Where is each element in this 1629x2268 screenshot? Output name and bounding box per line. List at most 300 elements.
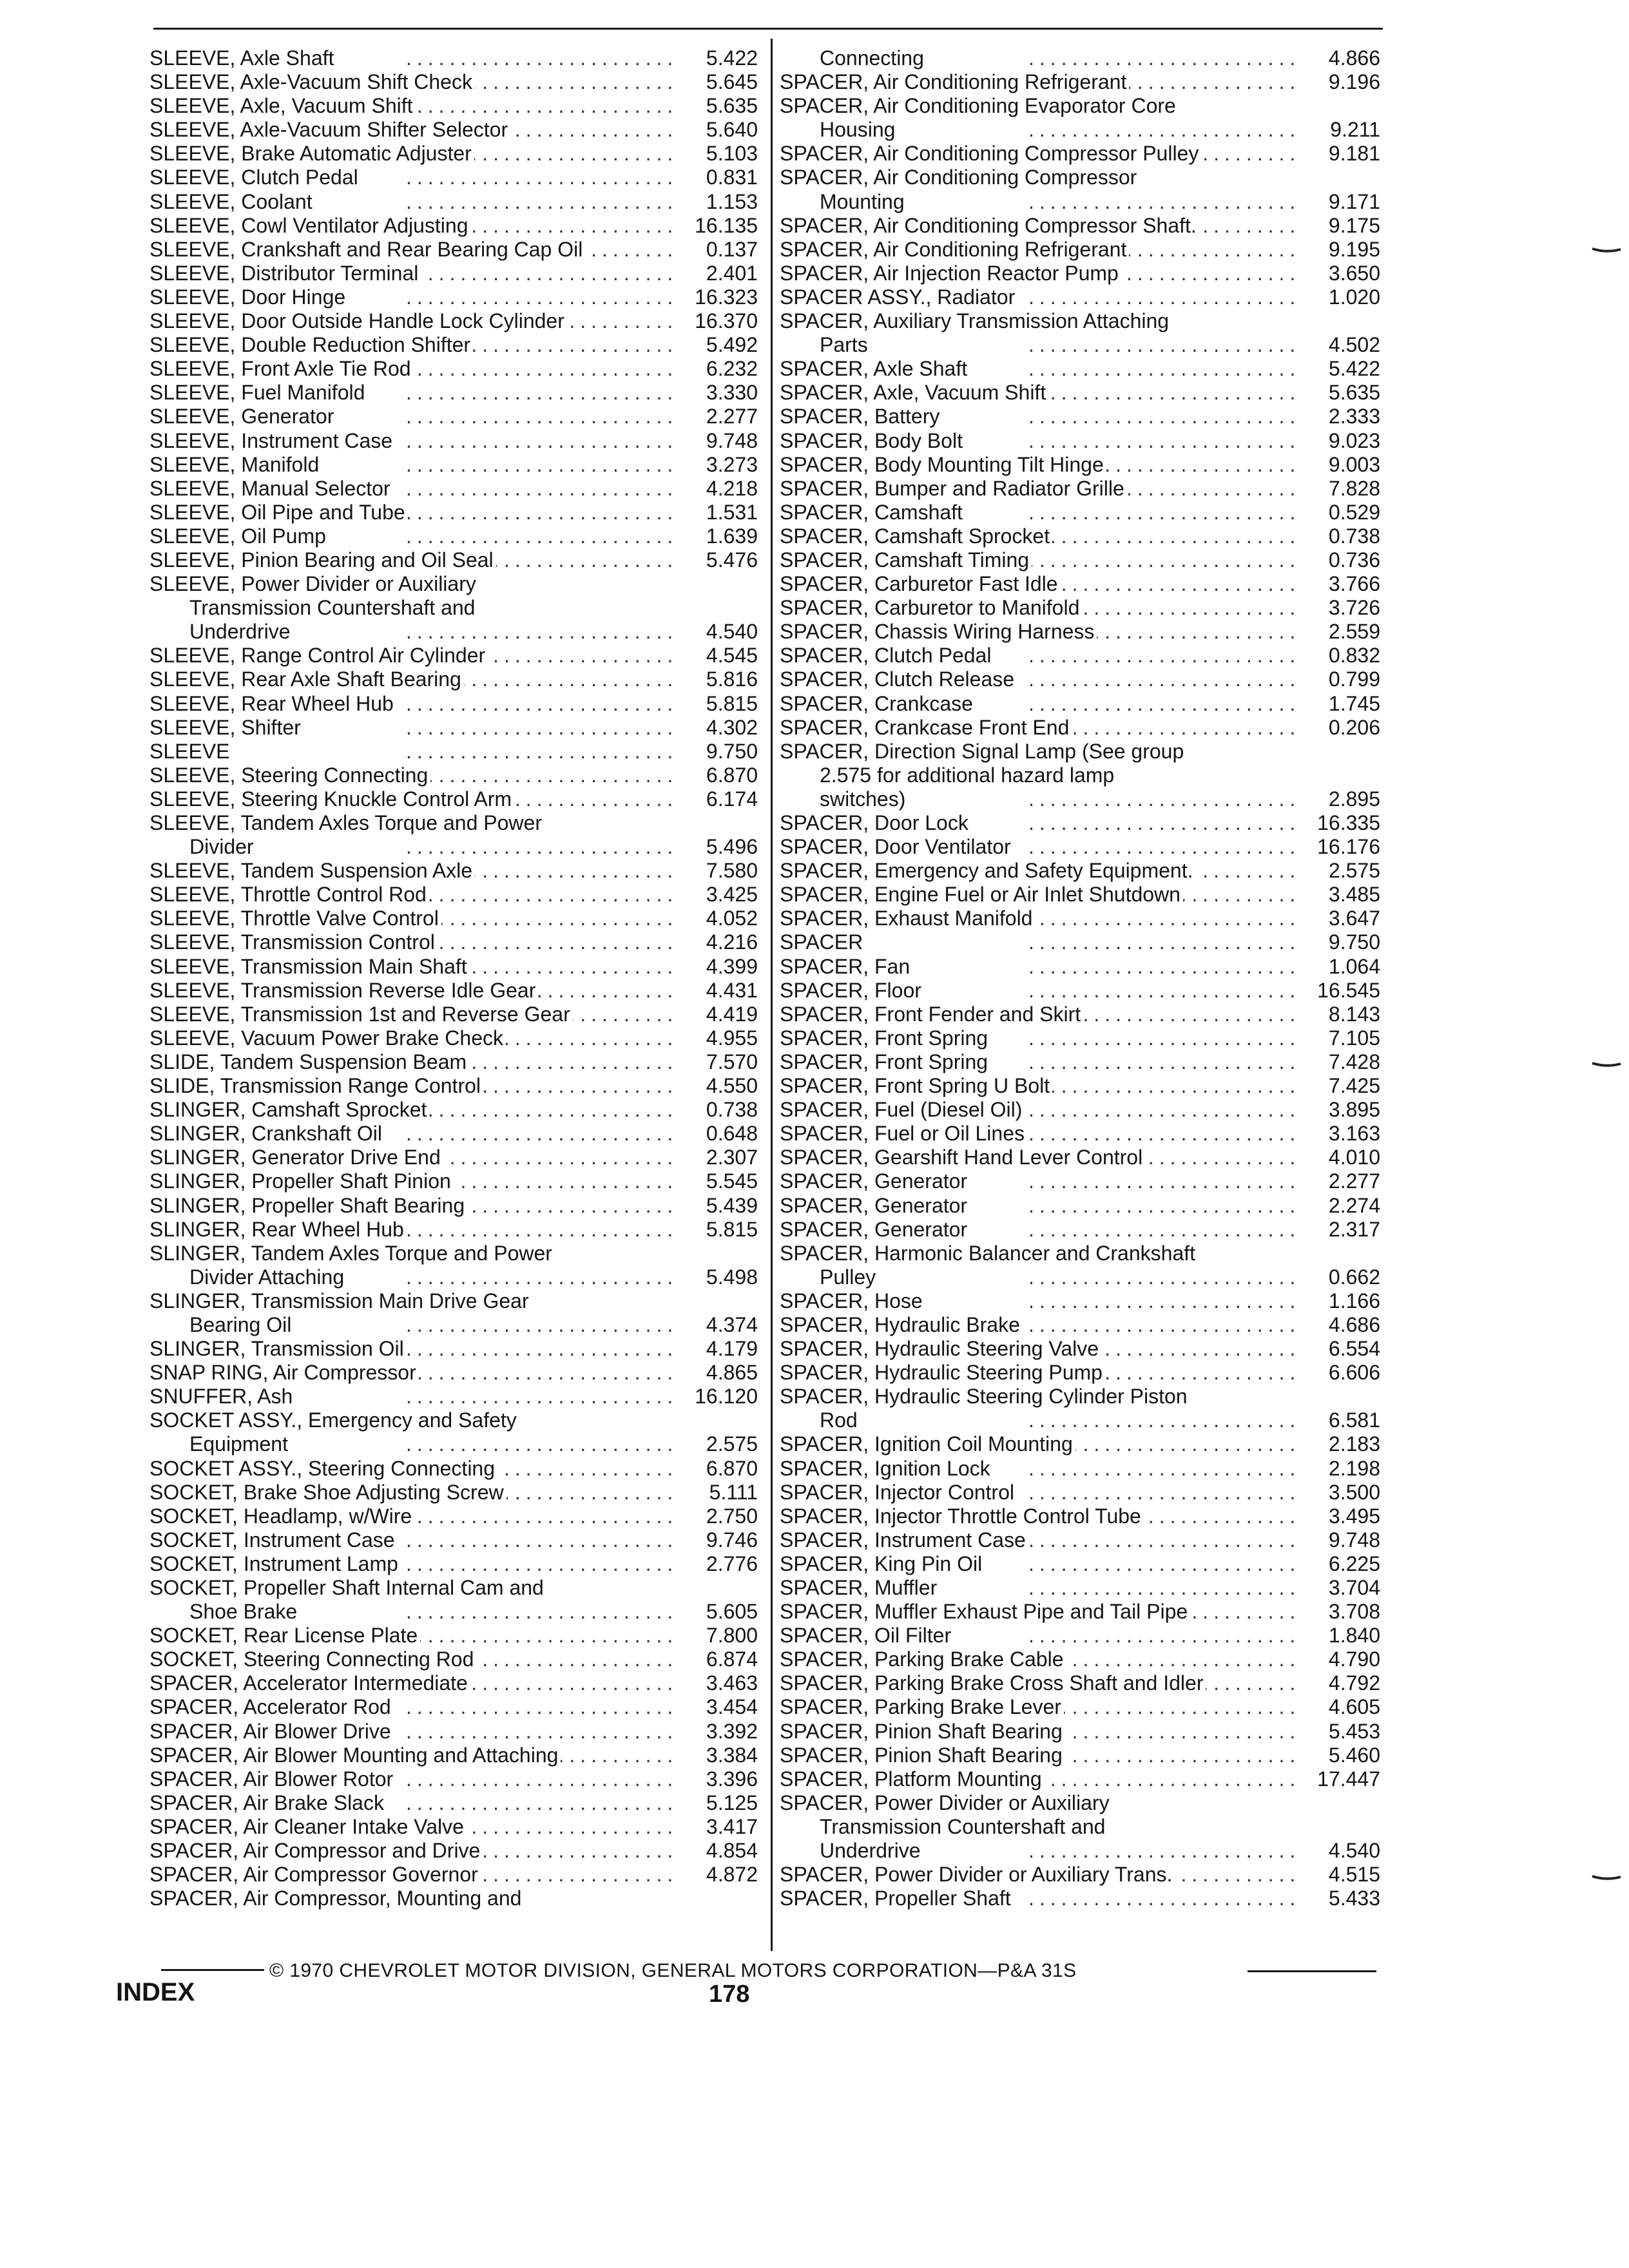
index-entry xyxy=(780,46,1380,70)
entry-page-ref: 5.433 xyxy=(1304,1887,1380,1910)
dot-leader xyxy=(1028,1576,1299,1600)
entry-text: SLEEVE, Shifter xyxy=(149,716,304,740)
entry-line xyxy=(780,1337,1380,1361)
entry-line xyxy=(780,524,1380,548)
entry-page-ref: 2.401 xyxy=(682,262,758,285)
entry-line xyxy=(780,620,1380,644)
entry-line xyxy=(780,1050,1380,1074)
entry-line xyxy=(780,477,1380,501)
entry-text: SLEEVE, Axle-Vacuum Shift Check xyxy=(149,70,475,94)
entry-line xyxy=(149,1863,758,1887)
dot-leader xyxy=(406,1600,677,1624)
dot-leader xyxy=(1028,333,1299,357)
entry-page-ref: 2.575 xyxy=(1304,859,1380,883)
entry-line xyxy=(149,1026,758,1050)
entry-page-ref: 1.745 xyxy=(1304,692,1380,716)
entry-line xyxy=(780,1576,1380,1600)
entry-page-ref: 1.153 xyxy=(682,190,758,214)
index-entry xyxy=(780,94,1380,142)
dot-leader xyxy=(1028,644,1299,668)
entry-page-ref: 3.417 xyxy=(682,1815,758,1839)
dot-leader xyxy=(1028,668,1299,691)
dot-leader xyxy=(1028,1528,1299,1552)
entry-page-ref: 3.650 xyxy=(1304,262,1380,285)
entry-line xyxy=(780,1624,1380,1648)
entry-text: SLEEVE, Tandem Suspension Axle xyxy=(149,859,475,883)
entry-page-ref: 9.195 xyxy=(1304,238,1380,262)
index-entry xyxy=(149,1767,758,1791)
dot-leader xyxy=(1028,835,1299,859)
index-entry xyxy=(780,644,1380,668)
entry-line xyxy=(149,1552,758,1576)
index-entry xyxy=(780,1242,1380,1289)
index-label[interactable]: INDEX xyxy=(116,1978,195,2006)
entry-line xyxy=(780,1385,1380,1408)
index-entry xyxy=(149,1289,758,1337)
entry-text: SOCKET, Brake Shoe Adjusting Screw xyxy=(149,1481,506,1504)
entry-page-ref: 4.540 xyxy=(682,620,758,644)
index-entry xyxy=(149,70,758,94)
index-entry xyxy=(149,1361,758,1385)
index-entry xyxy=(780,70,1380,94)
entry-text: SLINGER, Transmission Oil xyxy=(149,1337,407,1361)
entry-text: SPACER, Chassis Wiring Harness xyxy=(780,620,1097,644)
index-entry xyxy=(780,166,1380,213)
index-entry xyxy=(149,1481,758,1504)
dot-leader xyxy=(1028,1648,1299,1671)
entry-line xyxy=(780,166,1380,189)
entry-page-ref: 4.010 xyxy=(1304,1146,1380,1169)
entry-text: SLINGER, Crankshaft Oil xyxy=(149,1122,385,1146)
index-entry xyxy=(149,309,758,333)
dot-leader xyxy=(1028,357,1299,381)
index-entry xyxy=(780,1026,1380,1050)
dot-leader xyxy=(406,883,677,907)
index-entry xyxy=(780,1074,1380,1098)
entry-page-ref: 2.317 xyxy=(1304,1218,1380,1242)
entry-text: SLEEVE, Door Hinge xyxy=(149,285,348,309)
dot-leader xyxy=(1028,381,1299,405)
entry-page-ref: 5.635 xyxy=(682,94,758,118)
index-entry xyxy=(149,46,758,70)
dot-leader xyxy=(1028,1169,1299,1193)
entry-line xyxy=(780,930,1380,954)
dot-leader xyxy=(1028,572,1299,596)
index-entry xyxy=(149,262,758,285)
entry-text: SPACER, Air Conditioning Refrigerant xyxy=(780,238,1129,262)
index-entry xyxy=(149,692,758,716)
dot-leader xyxy=(406,405,677,428)
entry-page-ref: 5.111 xyxy=(682,1481,758,1504)
entry-page-ref: 7.425 xyxy=(1304,1074,1380,1098)
entry-text: SPACER, Emergency and Safety Equipment. xyxy=(780,859,1196,883)
entry-text: SLEEVE, Transmission Control xyxy=(149,930,438,954)
entry-page-ref: 4.545 xyxy=(682,644,758,668)
entry-line xyxy=(780,1026,1380,1050)
entry-text: SLEEVE, Brake Automatic Adjuster xyxy=(149,142,474,166)
entry-text: SPACER, Front Spring xyxy=(780,1050,990,1074)
entry-page-ref: 3.425 xyxy=(682,883,758,907)
entry-page-ref: 5.492 xyxy=(682,333,758,357)
index-entry xyxy=(780,1528,1380,1552)
entry-line xyxy=(149,1576,758,1600)
entry-text: SPACER ASSY., Radiator xyxy=(780,285,1017,309)
index-entry xyxy=(149,1122,758,1146)
dot-leader xyxy=(406,620,677,644)
entry-page-ref: 4.792 xyxy=(1304,1671,1380,1695)
index-entry xyxy=(780,859,1380,883)
dot-leader xyxy=(406,1265,677,1289)
entry-page-ref: 16.120 xyxy=(682,1385,758,1408)
entry-text: SPACER, Front Spring U Bolt xyxy=(780,1074,1052,1098)
index-entry xyxy=(780,1576,1380,1600)
dot-leader xyxy=(1028,1408,1299,1432)
entry-line xyxy=(149,309,758,333)
index-entry xyxy=(780,1098,1380,1122)
entry-page-ref: 2.575 xyxy=(682,1432,758,1456)
entry-line xyxy=(780,142,1380,166)
index-entry xyxy=(780,740,1380,811)
entry-line xyxy=(780,1146,1380,1169)
entry-page-ref: 9.750 xyxy=(1304,930,1380,954)
entry-line xyxy=(780,740,1380,764)
index-entry xyxy=(780,979,1380,1003)
index-entry xyxy=(780,142,1380,166)
entry-page-ref: 1.639 xyxy=(682,524,758,548)
entry-page-ref: 6.554 xyxy=(1304,1337,1380,1361)
dot-leader xyxy=(406,1528,677,1552)
entry-continuation-line xyxy=(149,1313,758,1337)
dot-leader xyxy=(1028,1289,1299,1313)
entry-line xyxy=(149,1504,758,1528)
entry-line xyxy=(780,572,1380,596)
index-entry xyxy=(780,357,1380,381)
entry-text: SPACER, Oil Filter xyxy=(780,1624,954,1648)
entry-page-ref: 16.135 xyxy=(682,214,758,238)
entry-line xyxy=(149,692,758,716)
dot-leader xyxy=(1028,1887,1299,1910)
entry-text: SPACER, Body Mounting Tilt Hinge xyxy=(780,453,1106,477)
entry-text: SPACER, Fuel (Diesel Oil) xyxy=(780,1098,1025,1122)
dot-leader xyxy=(1028,429,1299,453)
entry-page-ref: 5.103 xyxy=(682,142,758,166)
entry-line xyxy=(780,835,1380,859)
index-entry xyxy=(780,1504,1380,1528)
entry-text: SPACER, Engine Fuel or Air Inlet Shutdown xyxy=(780,883,1183,907)
index-entry xyxy=(780,1361,1380,1385)
entry-page-ref: 7.105 xyxy=(1304,1026,1380,1050)
index-entry xyxy=(780,524,1380,548)
entry-text: SPACER, Harmonic Balancer and Crankshaft xyxy=(780,1241,1196,1265)
index-entry xyxy=(149,955,758,979)
entry-page-ref: 3.463 xyxy=(682,1671,758,1695)
entry-line xyxy=(149,1074,758,1098)
entry-text: SLEEVE, Axle-Vacuum Shifter Selector xyxy=(149,118,510,142)
entry-page-ref: 3.895 xyxy=(1304,1098,1380,1122)
dot-leader xyxy=(1028,930,1299,954)
entry-page-ref: 5.422 xyxy=(1304,357,1380,381)
index-entry xyxy=(149,668,758,691)
entry-page-ref: 4.605 xyxy=(1304,1695,1380,1719)
entry-page-ref: 6.581 xyxy=(1304,1408,1380,1432)
dot-leader xyxy=(406,1337,677,1361)
entry-line xyxy=(780,1289,1380,1313)
entry-page-ref: 3.396 xyxy=(682,1767,758,1791)
entry-text: SPACER, Front Spring xyxy=(780,1026,990,1050)
entry-text: SLEEVE, Transmission Main Shaft xyxy=(149,955,470,979)
dot-leader xyxy=(406,716,677,740)
entry-text: SLEEVE, Rear Wheel Hub xyxy=(149,692,396,716)
entry-page-ref: 4.179 xyxy=(682,1337,758,1361)
entry-text: SOCKET, Steering Connecting Rod xyxy=(149,1648,476,1671)
entry-continuation-line xyxy=(149,1600,758,1624)
entry-page-ref: 4.218 xyxy=(682,477,758,501)
entry-text: SPACER, Body Bolt xyxy=(780,429,965,453)
entry-text: Bearing Oil xyxy=(149,1313,294,1337)
index-entry xyxy=(149,930,758,954)
entry-page-ref: 4.865 xyxy=(682,1361,758,1385)
entry-page-ref: 7.580 xyxy=(682,859,758,883)
entry-line xyxy=(780,46,1380,70)
entry-continuation-line xyxy=(780,1839,1380,1863)
entry-text: SLEEVE, Oil Pipe and Tube xyxy=(149,501,408,524)
entry-page-ref: 16.335 xyxy=(1304,811,1380,835)
entry-page-ref: 2.333 xyxy=(1304,405,1380,428)
entry-text: SLEEVE, Range Control Air Cylinder xyxy=(149,644,488,668)
dot-leader xyxy=(1028,1122,1299,1146)
entry-page-ref: 4.216 xyxy=(682,930,758,954)
entry-line xyxy=(780,405,1380,428)
entry-text: SLEEVE xyxy=(149,740,233,764)
entry-line xyxy=(780,692,1380,716)
entry-line xyxy=(149,1481,758,1504)
entry-line xyxy=(149,429,758,453)
dot-leader xyxy=(1028,405,1299,428)
entry-text: SLEEVE, Axle Shaft xyxy=(149,46,336,70)
index-entry xyxy=(780,1385,1380,1432)
entry-line xyxy=(780,1361,1380,1385)
index-entry xyxy=(149,1552,758,1576)
dot-leader xyxy=(406,285,677,309)
entry-text: SPACER, Air Brake Slack xyxy=(149,1791,387,1815)
index-entry xyxy=(780,955,1380,979)
entry-continuation-line xyxy=(780,1408,1380,1432)
entry-text: SPACER, Air Injection Reactor Pump xyxy=(780,262,1121,285)
index-entry xyxy=(780,285,1380,309)
entry-page-ref: 6.870 xyxy=(682,764,758,787)
entry-text: SLIDE, Tandem Suspension Beam xyxy=(149,1050,469,1074)
index-entry xyxy=(149,142,758,166)
entry-page-ref: 1.020 xyxy=(1304,285,1380,309)
entry-continuation-line xyxy=(780,190,1380,214)
entry-text: SLEEVE, Tandem Axles Torque and Power xyxy=(149,811,542,834)
page-footer xyxy=(116,1960,1373,2015)
index-entry xyxy=(149,405,758,428)
entry-text: SPACER, Ignition Coil Mounting xyxy=(780,1432,1075,1456)
entry-text: SPACER, Air Compressor Governor xyxy=(149,1863,481,1887)
index-entry xyxy=(149,1146,758,1169)
entry-line xyxy=(780,716,1380,740)
entry-line xyxy=(780,1122,1380,1146)
entry-page-ref: 9.750 xyxy=(682,740,758,764)
dot-leader xyxy=(406,764,677,787)
entry-line xyxy=(149,1648,758,1671)
entry-text: SPACER, Platform Mounting xyxy=(780,1767,1045,1791)
entry-line xyxy=(149,1791,758,1815)
entry-page-ref: 3.392 xyxy=(682,1720,758,1744)
index-entry xyxy=(149,524,758,548)
dot-leader xyxy=(1028,1767,1299,1791)
entry-text: SPACER, Hydraulic Brake xyxy=(780,1313,1023,1337)
index-entry xyxy=(780,1744,1380,1767)
entry-line xyxy=(780,668,1380,691)
entry-text: SLEEVE, Coolant xyxy=(149,190,315,214)
entry-page-ref: 5.460 xyxy=(1304,1744,1380,1767)
entry-page-ref: 3.384 xyxy=(682,1744,758,1767)
entry-line xyxy=(149,1744,758,1767)
entry-line xyxy=(149,405,758,428)
entry-page-ref: 4.955 xyxy=(682,1026,758,1050)
entry-text: SLEEVE, Power Divider or Auxiliary xyxy=(149,572,476,596)
dot-leader xyxy=(1028,1194,1299,1218)
entry-line xyxy=(149,1289,758,1313)
entry-page-ref: 0.662 xyxy=(1304,1265,1380,1289)
index-entry xyxy=(780,1695,1380,1719)
entry-text: Underdrive xyxy=(149,620,293,644)
entry-page-ref: 4.686 xyxy=(1304,1313,1380,1337)
index-entry xyxy=(780,1457,1380,1481)
entry-text: Parts xyxy=(780,333,871,357)
entry-text: SPACER, Generator xyxy=(780,1194,970,1218)
index-entry xyxy=(149,94,758,118)
entry-page-ref: 2.776 xyxy=(682,1552,758,1576)
entry-page-ref: 1.166 xyxy=(1304,1289,1380,1313)
entry-line xyxy=(780,1169,1380,1193)
entry-line xyxy=(149,764,758,787)
entry-line xyxy=(149,1624,758,1648)
entry-line xyxy=(149,1242,758,1265)
index-entry xyxy=(780,692,1380,716)
entry-text: SNUFFER, Ash xyxy=(149,1385,295,1408)
dot-leader xyxy=(1028,46,1299,70)
index-entry xyxy=(780,453,1380,477)
entry-text: SLEEVE, Throttle Control Rod xyxy=(149,883,429,907)
index-entry xyxy=(149,1504,758,1528)
index-entry xyxy=(149,1074,758,1098)
entry-page-ref: 5.422 xyxy=(682,46,758,70)
entry-line xyxy=(780,1648,1380,1671)
entry-text: Equipment xyxy=(149,1432,291,1456)
index-entry xyxy=(149,572,758,644)
entry-page-ref: 5.815 xyxy=(682,692,758,716)
entry-line xyxy=(149,262,758,285)
index-entry xyxy=(780,1600,1380,1624)
entry-line xyxy=(780,1767,1380,1791)
index-entry xyxy=(780,1791,1380,1863)
entry-line xyxy=(149,740,758,764)
index-entry xyxy=(149,1169,758,1193)
entry-page-ref: 4.052 xyxy=(682,907,758,930)
entry-text: switches) xyxy=(780,787,908,811)
entry-text: SPACER, Exhaust Manifold xyxy=(780,907,1035,930)
index-entry xyxy=(780,811,1380,835)
entry-text: SLEEVE, Vacuum Power Brake Check xyxy=(149,1026,506,1050)
entry-page-ref: 5.816 xyxy=(682,668,758,691)
dot-leader xyxy=(1028,1074,1299,1098)
entry-line xyxy=(149,1887,758,1910)
index-entry xyxy=(149,238,758,262)
entry-line xyxy=(149,524,758,548)
entry-page-ref: 6.606 xyxy=(1304,1361,1380,1385)
entry-line xyxy=(149,859,758,883)
entry-page-ref: 6.225 xyxy=(1304,1552,1380,1576)
index-entry xyxy=(780,1194,1380,1218)
index-entry xyxy=(149,764,758,787)
entry-line xyxy=(149,716,758,740)
entry-text: SPACER, Direction Signal Lamp (See group xyxy=(780,739,1184,763)
entry-text: Divider xyxy=(149,835,256,859)
index-entry xyxy=(780,1432,1380,1456)
dot-leader xyxy=(406,1385,677,1408)
entry-page-ref: 9.181 xyxy=(1304,142,1380,166)
index-entry xyxy=(780,1481,1380,1504)
index-entry xyxy=(149,907,758,930)
entry-line xyxy=(149,333,758,357)
entry-line xyxy=(780,453,1380,477)
entry-line xyxy=(149,1218,758,1242)
entry-page-ref: 4.502 xyxy=(1304,333,1380,357)
entry-page-ref: 5.453 xyxy=(1304,1720,1380,1744)
entry-text: SLEEVE, Front Axle Tie Rod xyxy=(149,357,414,381)
entry-line xyxy=(780,285,1380,309)
entry-page-ref: 16.323 xyxy=(682,285,758,309)
dot-leader xyxy=(406,692,677,716)
entry-text: SPACER, Camshaft Sprocket xyxy=(780,524,1052,548)
entry-line xyxy=(149,1050,758,1074)
entry-text: Underdrive xyxy=(780,1839,923,1863)
entry-continuation-line xyxy=(780,1815,1380,1839)
entry-text: SLEEVE, Transmission Reverse Idle Gear xyxy=(149,979,538,1003)
entry-text: SPACER, Parking Brake Cable xyxy=(780,1648,1066,1671)
entry-line xyxy=(149,1408,758,1432)
dot-leader xyxy=(1028,787,1299,811)
entry-line xyxy=(780,955,1380,979)
entry-line xyxy=(780,1481,1380,1504)
entry-text: SLEEVE, Steering Connecting xyxy=(149,764,430,787)
entry-page-ref: 9.023 xyxy=(1304,429,1380,453)
entry-text: SLEEVE, Transmission 1st and Reverse Gear xyxy=(149,1003,573,1026)
entry-line xyxy=(149,548,758,572)
entry-line xyxy=(149,787,758,811)
index-entry xyxy=(149,644,758,668)
entry-page-ref: 0.832 xyxy=(1304,644,1380,668)
dot-leader xyxy=(406,357,677,381)
entry-text: SLEEVE, Clutch Pedal xyxy=(149,166,361,189)
dot-leader xyxy=(406,501,677,524)
entry-page-ref: 5.545 xyxy=(682,1169,758,1193)
entry-page-ref: 3.485 xyxy=(1304,883,1380,907)
index-entry xyxy=(780,1003,1380,1026)
index-entry xyxy=(149,1098,758,1122)
dot-leader xyxy=(1028,1720,1299,1744)
entry-text: SPACER, Gearshift Hand Lever Control xyxy=(780,1146,1145,1169)
entry-page-ref: 3.766 xyxy=(1304,572,1380,596)
entry-line xyxy=(780,644,1380,668)
entry-line xyxy=(780,262,1380,285)
entry-text: SLEEVE, Steering Knuckle Control Arm xyxy=(149,787,514,811)
entry-page-ref: 17.447 xyxy=(1304,1767,1380,1791)
entry-text: SPACER, Generator xyxy=(780,1169,970,1193)
